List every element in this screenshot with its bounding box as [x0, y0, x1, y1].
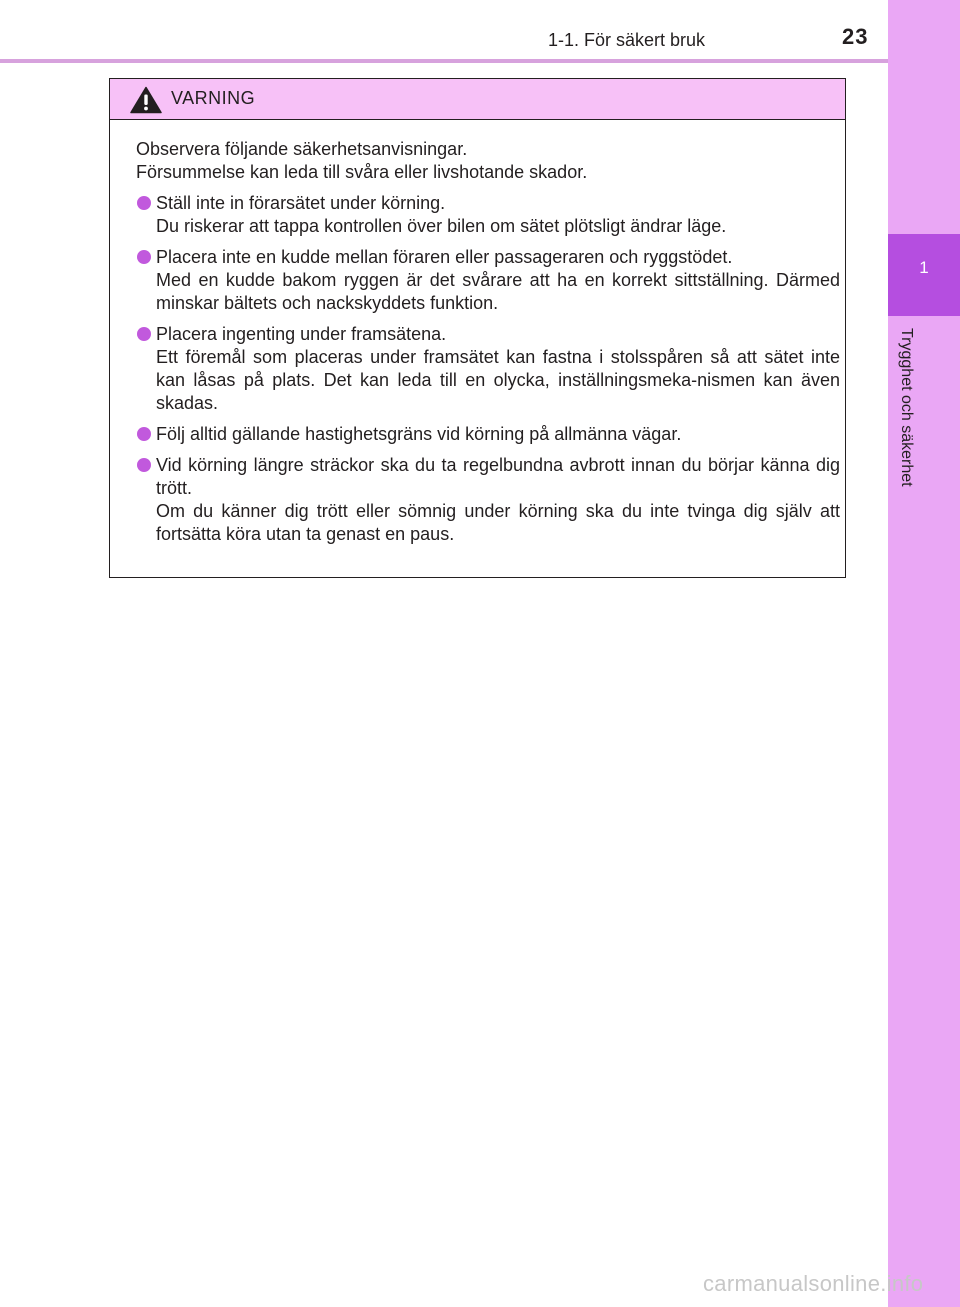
warning-body: [136, 138, 840, 554]
item-heading: Vid körning längre sträckor ska du ta regelbundna avbrott innan du börjar känna dig trött.: [156, 455, 840, 498]
warning-header: [110, 79, 845, 120]
chapter-title: Trygghet och säkerhet: [898, 328, 915, 487]
item-heading: Placera inte en kudde mellan föraren eller passageraren och ryggstödet.: [156, 247, 733, 267]
item-text: Med en kudde bakom ryggen är det svårare att ha en korrekt sittställning. Därmed minskar bältets och nackskyddets funktion.: [156, 270, 840, 313]
item-heading: Placera ingenting under framsätena.: [156, 324, 447, 344]
warning-list: [136, 192, 840, 546]
warning-item: [136, 192, 840, 238]
bullet-icon: [137, 196, 151, 210]
bullet-icon: [137, 458, 151, 472]
item-text: Om du känner dig trött eller sömnig under körning ska du inte tvinga dig själv att fortsätta köra utan ta genast en paus.: [156, 501, 840, 544]
item-heading: Följ alltid gällande hastighetsgräns vid körning på allmänna vägar.: [156, 424, 682, 444]
warning-intro: [136, 138, 840, 184]
intro-line: Observera följande säkerhetsanvisningar.: [136, 139, 468, 159]
page-number: 23: [842, 24, 869, 49]
warning-item: [136, 323, 840, 415]
bullet-icon: [137, 427, 151, 441]
item-heading: Ställ inte in förarsätet under körning.: [156, 193, 446, 213]
warning-item: [136, 423, 840, 446]
warning-item: [136, 246, 840, 315]
watermark: carmanualsonline.info: [703, 1271, 924, 1296]
warning-box: [109, 78, 846, 578]
section-title: 1-1. För säkert bruk: [548, 30, 706, 50]
warning-title: VARNING: [171, 88, 256, 108]
item-text: Ett föremål som placeras under framsätet kan fastna i stolsspåren så att sätet inte kan låsas på plats. Det kan leda till en olycka, inställningsmeka-nismen kan även skadas.: [156, 347, 840, 413]
chapter-side-tab: [888, 0, 960, 1307]
bullet-icon: [137, 250, 151, 264]
intro-line: Försummelse kan leda till svåra eller livshotande skador.: [136, 162, 588, 182]
item-text: Du riskerar att tappa kontrollen över bilen om sätet plötsligt ändrar läge.: [156, 216, 727, 236]
bullet-icon: [137, 327, 151, 341]
chapter-number: 1: [919, 258, 929, 277]
warning-triangle-icon: [130, 86, 162, 114]
warning-item: [136, 454, 840, 546]
header-divider: [0, 59, 888, 63]
